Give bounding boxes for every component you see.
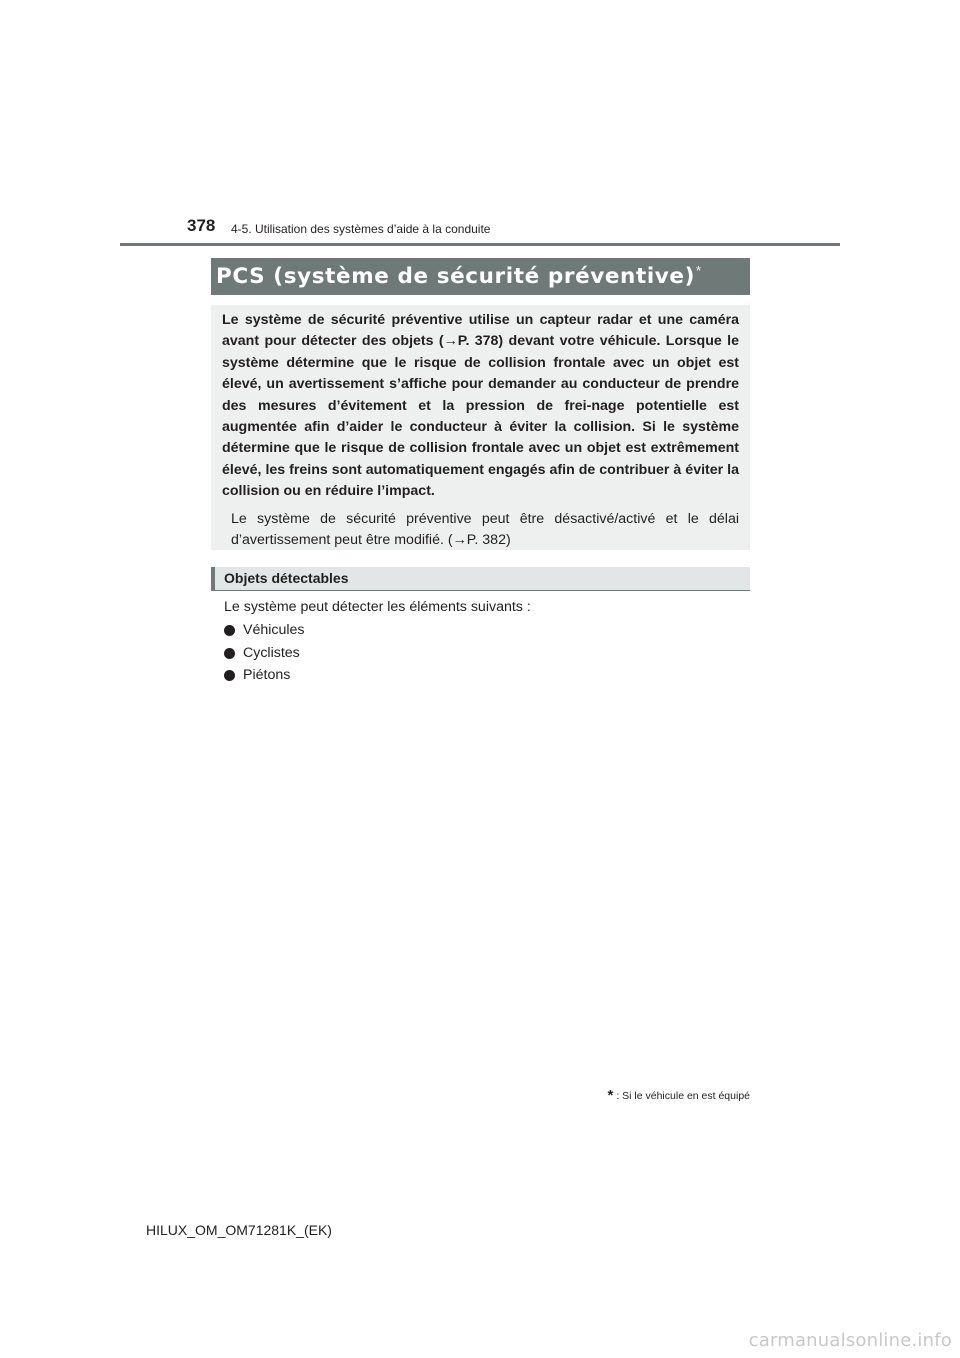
page-title: PCS (système de sécurité préventive) xyxy=(216,264,696,289)
page-number: 378 xyxy=(187,216,216,235)
detectable-objects-list xyxy=(224,619,305,687)
footnote-text: : Si le véhicule en est équipé xyxy=(616,1089,750,1102)
detectable-intro: Le système peut détecter les éléments suivants : xyxy=(224,599,531,615)
list-item-label: Cyclistes xyxy=(243,644,300,661)
asterisk-icon: * xyxy=(607,1087,614,1104)
subheading-detectable-objects: Objets détectables xyxy=(224,570,349,586)
optional-equipment-marker: * xyxy=(696,263,702,278)
bullet-icon xyxy=(224,648,235,659)
list-item-label: Véhicules xyxy=(243,622,305,639)
subheading-accent xyxy=(211,567,215,590)
header-divider xyxy=(120,243,840,246)
bullet-icon xyxy=(224,670,235,681)
subheading-bar xyxy=(211,567,750,591)
list-item xyxy=(224,664,305,687)
watermark: carmanualsonline.info xyxy=(748,1330,952,1351)
document-id: HILUX_OM_OM71281K_(EK) xyxy=(146,1222,332,1238)
list-item-label: Piétons xyxy=(243,667,291,684)
section-breadcrumb: 4-5. Utilisation des systèmes d’aide à la conduite xyxy=(231,222,491,236)
list-item xyxy=(224,642,305,665)
list-item xyxy=(224,619,305,642)
intro-paragraph: Le système de sécurité préventive utilise un capteur radar et une caméra avant pour détecter des objets (→P. 378) devant votre véhicule. Lorsque le système détermine que le risque de collision frontale avec un objet est élevé, un avertissement s’affiche pour demander au conducteur de prendre des mesures d’évitement et la pression de frei-nage potentielle est augmentée afin d’aider le conducteur à éviter la collision. Si le système détermine que le risque de collision frontale avec un objet est extrêmement élevé, les freins sont automatiquement engagés afin de contribuer à éviter la collision ou en réduire l’impact. xyxy=(222,312,739,500)
section-title-bar xyxy=(211,258,750,295)
intro-note: Le système de sécurité préventive peut être désactivé/activé et le délai d’avertissement peut être modifié. (→P. 382) xyxy=(231,510,739,549)
footnote xyxy=(607,1087,750,1104)
intro-box xyxy=(211,305,750,550)
bullet-icon xyxy=(224,625,235,636)
